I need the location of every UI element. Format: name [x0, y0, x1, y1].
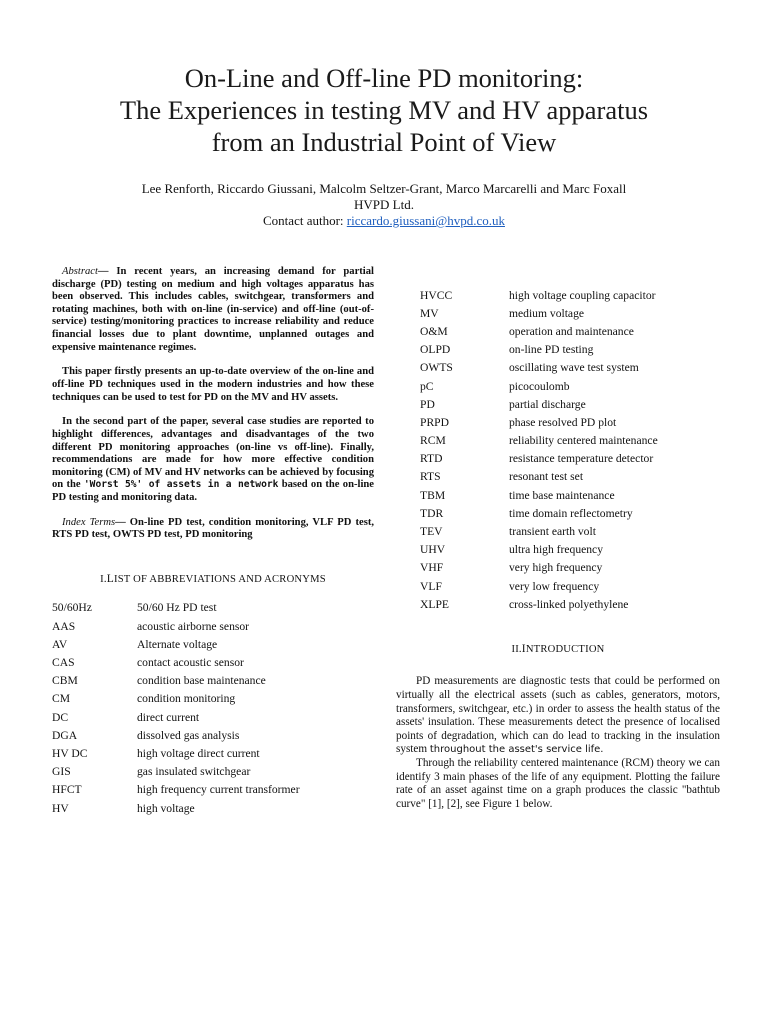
index-terms-lead: Index Terms	[62, 516, 116, 528]
abbreviation-definition: medium voltage	[509, 306, 585, 320]
abbreviation-term: RTS	[420, 470, 441, 484]
abbreviation-definition: acoustic airborne sensor	[137, 619, 250, 633]
abstract-paragraph-1	[52, 266, 374, 354]
abbreviation-definition: transient earth volt	[509, 525, 596, 539]
abbreviation-row	[420, 486, 720, 504]
abbreviation-term: 50/60Hz	[52, 601, 92, 615]
abbreviation-term: PRPD	[420, 415, 450, 429]
abbreviation-row	[420, 413, 720, 431]
right-column	[396, 286, 720, 811]
abbreviation-definition: reliability centered maintenance	[509, 434, 658, 448]
abbreviation-term: HVCC	[420, 288, 453, 302]
abbreviation-definition: Alternate voltage	[137, 637, 218, 651]
abbreviation-term: CM	[52, 692, 71, 706]
abbreviation-term: DC	[52, 710, 69, 724]
abbreviation-term: pC	[420, 379, 434, 393]
section-number: I.	[100, 573, 107, 585]
abbreviation-row	[420, 595, 720, 613]
abbreviation-row	[52, 726, 374, 744]
abbreviation-row	[420, 541, 720, 559]
abbreviation-list-left	[52, 599, 374, 817]
contact-line	[0, 213, 768, 229]
abstract-text-2: This paper firstly presents an up-to-date overview of the on-line and off-line PD techniques used in the modern industries and how these techniques can be used to test for PD on the MV and HV assets.	[52, 366, 374, 403]
abbreviation-definition: condition base maintenance	[137, 674, 266, 688]
title-line-2: The Experiences in testing MV and HV apparatus	[119, 95, 649, 125]
abbreviation-row	[420, 432, 720, 450]
abbreviation-definition: cross-linked polyethylene	[509, 597, 629, 611]
section-heading-introduction	[396, 643, 720, 655]
abbreviation-term: OLPD	[420, 343, 451, 357]
intro-paragraph-1	[396, 675, 720, 757]
abbreviation-definition: very low frequency	[509, 579, 600, 593]
abbreviation-row	[52, 599, 374, 617]
abbreviation-term: RTD	[420, 452, 443, 466]
abbreviation-term: VLF	[420, 579, 442, 593]
abstract-text-1: In recent years, an increasing demand for partial discharge (PD) testing on medium and high voltages apparatus has been observed. This includes cables, switchgear, transformers and rotating machines, both with on-line (in-service) and off-line (out-of-service) testing/monitoring practices to increase reliability and reduce financial losses due to plant downtime, unplanned outages and expensive maintenance regimes.	[52, 266, 374, 353]
abbreviation-row	[420, 522, 720, 540]
contact-label: Contact author:	[263, 213, 347, 228]
author-block	[0, 181, 768, 229]
title-line-3: from an Industrial Point of View	[211, 127, 557, 157]
abbreviation-definition: very high frequency	[509, 561, 603, 575]
abbreviation-definition: high frequency current transformer	[137, 783, 300, 797]
abbreviation-definition: gas insulated switchgear	[137, 765, 251, 779]
author-names: Lee Renforth, Riccardo Giussani, Malcolm Seltzer-Grant, Marco Marcarelli and Marc Foxall	[141, 181, 627, 196]
section-initial: L	[106, 572, 114, 585]
abstract-text-3b: based on the on-line PD testing and monitoring data.	[52, 479, 375, 503]
abbreviation-definition: direct current	[137, 710, 200, 724]
abbreviation-row	[420, 322, 720, 340]
abbreviation-term: UHV	[420, 543, 446, 557]
abbreviation-term: HV	[52, 801, 69, 815]
abbreviation-row	[52, 672, 374, 690]
intro-text-1: PD measurements are diagnostic tests that could be performed on virtually all the electrical assets (such as cables, generators, motors, transformers, switchgear, etc.) in order to assess the health status of the assets' insulation. These measurements detect the presence of localised points of degradation, which can do lead to tracking in the insulation system	[396, 675, 720, 756]
abbreviation-definition: ultra high frequency	[509, 543, 604, 557]
abbreviation-row	[52, 708, 374, 726]
abbreviation-definition: picocoulomb	[509, 379, 570, 393]
abbreviation-row	[420, 377, 720, 395]
abbreviation-row	[420, 504, 720, 522]
abbreviation-definition: resonant test set	[509, 470, 584, 484]
abbreviation-term: TDR	[420, 506, 444, 520]
index-terms	[52, 517, 374, 542]
left-column	[52, 266, 374, 817]
abbreviation-term: CAS	[52, 656, 75, 669]
abstract-paragraph-2	[52, 366, 374, 404]
abbreviation-term: AAS	[52, 619, 76, 633]
abbreviation-definition: phase resolved PD plot	[509, 415, 617, 429]
abbreviation-definition: high voltage coupling capacitor	[509, 288, 656, 302]
abbreviation-definition: dissolved gas analysis	[137, 728, 240, 742]
abbreviation-term: HV DC	[52, 746, 88, 760]
abbreviation-term: RCM	[420, 434, 446, 448]
abbreviation-row	[52, 653, 374, 671]
index-terms-text: On-line PD test, condition monitoring, VLF PD test, RTS PD test, OWTS PD test, PD monitoring	[52, 516, 374, 541]
abbreviation-row	[420, 359, 720, 377]
abbreviation-term: OWTS	[420, 361, 453, 375]
abbreviation-row	[52, 744, 374, 762]
abbreviation-term: O&M	[420, 324, 448, 338]
abbreviation-term: VHF	[420, 561, 444, 575]
abbreviation-definition: condition monitoring	[137, 692, 236, 706]
abbreviation-row	[420, 341, 720, 359]
abstract-paragraph-3	[52, 416, 374, 504]
abbreviation-definition: resistance temperature detector	[509, 452, 654, 466]
abbreviation-term: MV	[420, 306, 439, 320]
section-initial: I	[521, 643, 526, 656]
abbreviation-row	[52, 763, 374, 781]
abbreviation-row	[52, 781, 374, 799]
section-rest: IST OF ABBREVIATIONS AND ACRONYMS	[113, 573, 326, 585]
abbreviation-list-right	[420, 286, 720, 613]
section-number: II.	[511, 644, 522, 656]
abbreviation-term: TBM	[420, 488, 446, 502]
abbreviation-definition: high voltage	[137, 801, 195, 815]
abbreviation-term: PD	[420, 397, 435, 411]
abbreviation-definition: contact acoustic sensor	[137, 656, 244, 669]
affiliation: HVPD Ltd.	[354, 197, 414, 212]
contact-email-link[interactable]: riccardo.giussani@hvpd.co.uk	[346, 213, 505, 228]
abbreviation-row	[420, 286, 720, 304]
abbreviation-term: GIS	[52, 765, 71, 779]
abbreviation-row	[420, 395, 720, 413]
abbreviation-definition: oscillating wave test system	[509, 361, 639, 375]
abbreviation-definition: high voltage direct current	[137, 746, 260, 760]
abbreviation-row	[420, 304, 720, 322]
abbreviation-term: AV	[52, 637, 68, 651]
abstract-worst-phrase: 'Worst 5%' of assets in a network	[83, 479, 279, 491]
abbreviation-term: TEV	[420, 525, 443, 539]
abbreviation-row	[52, 799, 374, 817]
abbreviation-term: HFCT	[52, 783, 82, 797]
paper-title	[0, 62, 768, 158]
abbreviation-definition: time base maintenance	[509, 488, 615, 502]
abbreviation-definition: on-line PD testing	[509, 343, 594, 357]
abbreviation-definition: partial discharge	[509, 397, 586, 411]
abstract-text-3a: In the second part of the paper, several case studies are reported to highlight differences, advantages and disadvantages of the two different PD monitoring approaches (on-line vs off-line). Finally, recommendations are made for how more effective condition monitoring (CM) of MV and HV networks can be achieved by focusing on the	[52, 416, 374, 491]
abbreviation-definition: time domain reflectometry	[509, 506, 633, 520]
abstract-lead: Abstract	[62, 266, 98, 277]
abstract-dash: —	[97, 266, 117, 277]
abbreviation-row	[420, 450, 720, 468]
abbreviation-term: DGA	[52, 728, 78, 742]
title-line-1: On-Line and Off-line PD monitoring:	[184, 63, 584, 93]
section-rest: NTRODUCTION	[525, 644, 605, 656]
section-heading-abbreviations	[52, 573, 374, 585]
abbreviation-definition: operation and maintenance	[509, 324, 634, 338]
intro-paragraph-2: Through the reliability centered maintenance (RCM) theory we can identify 3 main phases of the life of any equipment. Plotting the failure rate of an asset against time on a graph produces the classic "bathtub curve" [1], [2], see Figure 1 below.	[396, 756, 720, 810]
index-terms-dash: —	[115, 516, 130, 528]
abbreviation-term: XLPE	[420, 597, 449, 611]
abbreviation-term: CBM	[52, 674, 78, 688]
abbreviation-row	[52, 690, 374, 708]
abbreviation-row	[420, 559, 720, 577]
abbreviation-row	[420, 577, 720, 595]
abbreviation-definition: 50/60 Hz PD test	[137, 601, 217, 615]
abbreviation-row	[52, 617, 374, 635]
abbreviation-row	[52, 635, 374, 653]
abbreviation-row	[420, 468, 720, 486]
intro-text-1-end: throughout the asset's service life.	[429, 744, 604, 756]
